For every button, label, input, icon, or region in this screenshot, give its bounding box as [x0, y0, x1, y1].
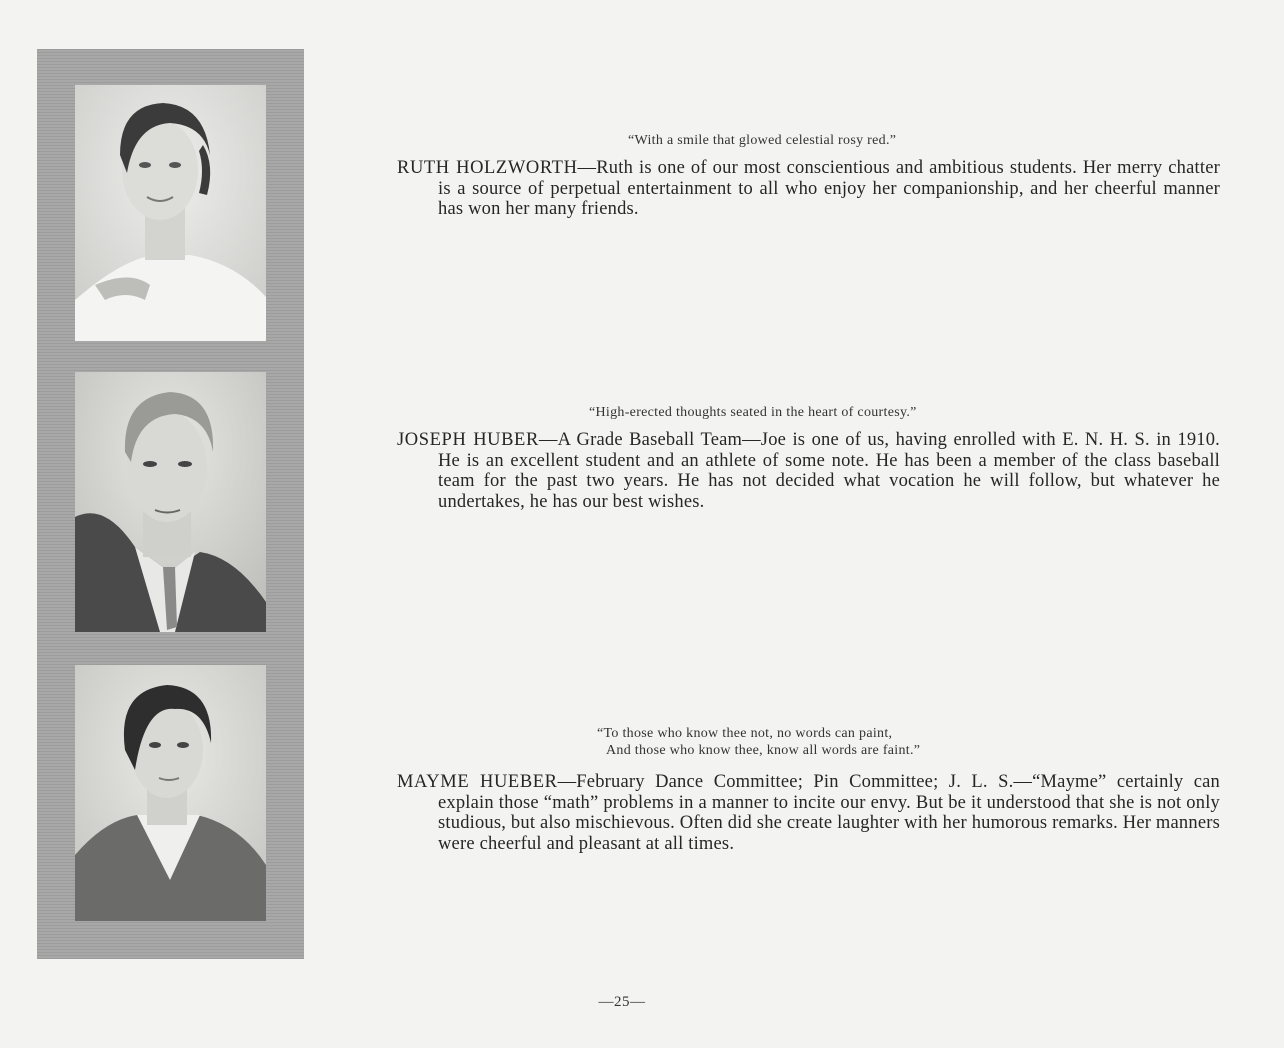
- portrait-mayme-hueber: [75, 665, 266, 921]
- entry-bio: [397, 158, 1220, 220]
- entry-quote-line-1: “To those who know thee not, no words can paint,: [597, 726, 893, 741]
- entry-name: MAYME HUEBER: [397, 772, 558, 792]
- entry-text: —February Dance Committee; Pin Committee; J. L. S.—“Mayme” certainly can explain those “math” problems in a manner to incite our envy. But be it understood that she is not only studious, but also mischievous. Often did she create laughter with her humorous remarks. Her manners were cheerful and pleasant at all times.: [438, 772, 1221, 854]
- entry-ruth-holzworth: [397, 132, 1220, 220]
- entry-bio: [397, 430, 1220, 512]
- entry-text: —A Grade Baseball Team—Joe is one of us, having enrolled with E. N. H. S. in 1910. He is an excellent student and an athlete of some note. He has been a member of the class baseball team for the past two years. He has not decided what vocation he will follow, but whatever he undertakes, he has our best wishes.: [438, 430, 1221, 512]
- entry-quote: “With a smile that glowed celestial rosy red.”: [628, 133, 897, 148]
- portrait-ruth-holzworth: [75, 85, 266, 341]
- entry-bio: [397, 772, 1220, 854]
- entry-name: JOSEPH HUBER: [397, 430, 539, 450]
- entry-mayme-hueber: [397, 725, 1220, 854]
- entry-quote: “High-erected thoughts seated in the heart of courtesy.”: [589, 405, 917, 420]
- entry-name: RUTH HOLZWORTH: [397, 158, 578, 178]
- entry-text: —Ruth is one of our most conscientious and ambitious students. Her merry chatter is a source of perpetual entertainment to all who enjoy her companionship, and her cheerful manner has won her many friends.: [438, 158, 1220, 219]
- entry-quote-line-2: And those who know thee, know all words are faint.”: [606, 743, 921, 758]
- page-number: —25—: [598, 994, 646, 1010]
- portrait-joseph-huber: [75, 372, 266, 632]
- entry-joseph-huber: [397, 404, 1220, 512]
- entry-quote: [397, 725, 1220, 759]
- photo-strip: [37, 49, 304, 959]
